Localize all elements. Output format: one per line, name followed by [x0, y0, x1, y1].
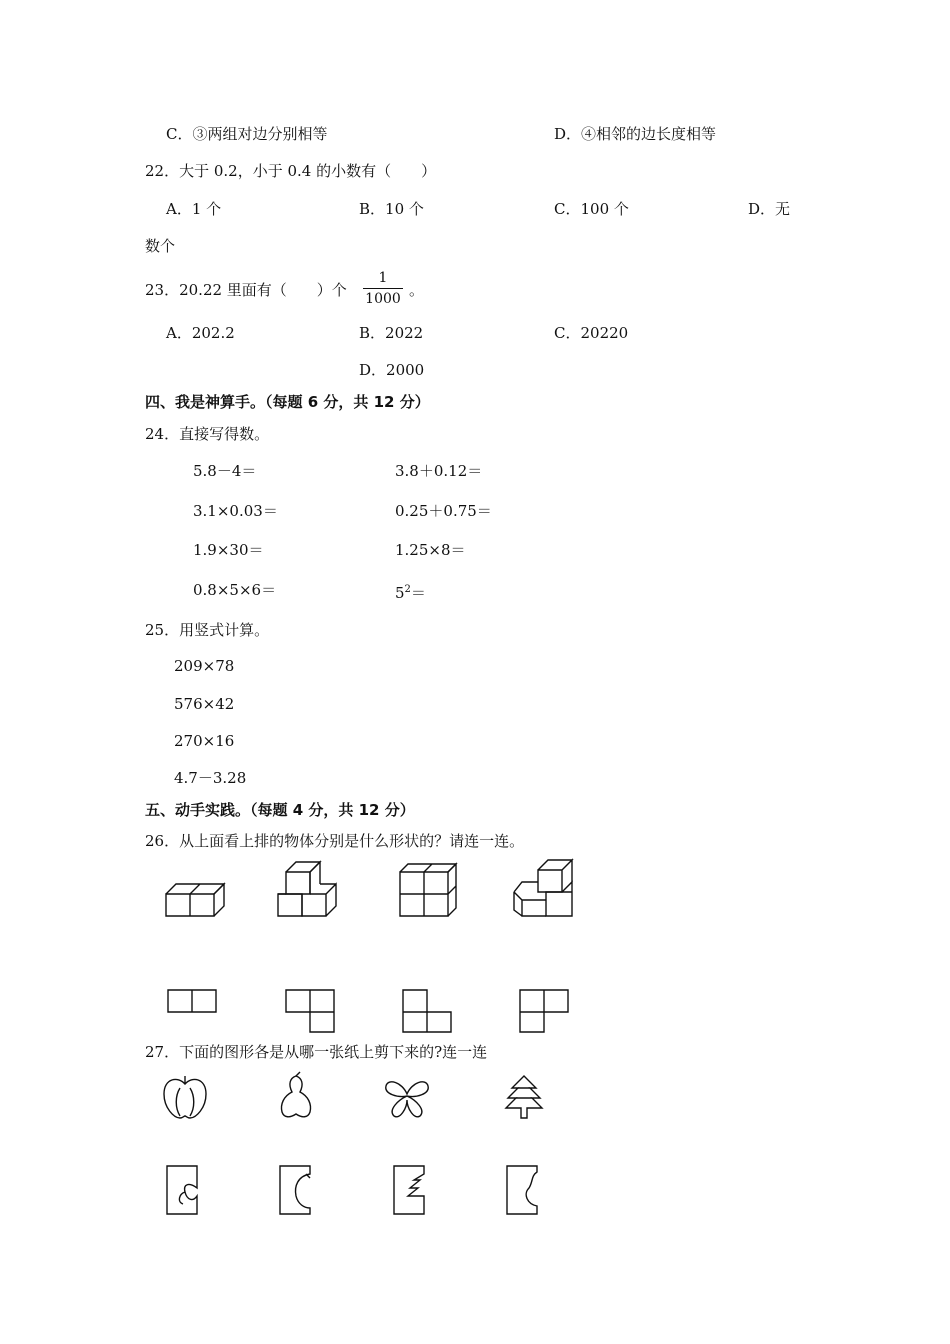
q23-option-a: A．202.2	[166, 324, 235, 342]
q24-item-8-base: 5	[395, 584, 405, 602]
tree-outline	[506, 1076, 542, 1118]
section-5-title: 五、动手实践。（每题 4 分，共 12 分）	[145, 801, 415, 819]
q26-stem: 26．从上面看上排的物体分别是什么形状的？请连一连。	[145, 832, 525, 850]
paper-piece-1-outline	[167, 1166, 197, 1214]
cube-solid-2-front-top	[286, 872, 310, 894]
q24-item-8	[395, 580, 426, 603]
paper-piece-2-outline	[280, 1166, 310, 1214]
q24-item-1: 5.8－4＝	[193, 462, 257, 480]
q24-item-8-exponent: 2	[404, 584, 411, 595]
paper-piece-4	[503, 1162, 543, 1218]
flower-shape	[380, 1074, 434, 1120]
q24-item-8-equals: ＝	[410, 584, 426, 602]
q22-option-d: D．无	[748, 200, 791, 218]
cube-solid-3-fronts	[400, 872, 448, 916]
top-view-1	[166, 988, 220, 1016]
top-view-3	[401, 988, 455, 1034]
cube-solid-4-right-cube	[546, 882, 572, 916]
top-view-1-squares	[168, 990, 216, 1012]
cube-solid-2-right	[302, 862, 336, 916]
q25-item-4: 4.7－3.28	[174, 769, 247, 787]
tree-lines	[516, 1088, 532, 1098]
q24-item-4: 0.25＋0.75＝	[395, 502, 492, 520]
section-4-title: 四、我是神算手。（每题 6 分，共 12 分）	[145, 393, 430, 411]
q24-item-3: 3.1×0.03＝	[193, 502, 278, 520]
q23-stem-end: 。	[409, 281, 425, 299]
cube-solid-1	[160, 880, 230, 920]
q24-stem: 24．直接写得数。	[145, 425, 270, 443]
q22-option-a: A．1 个	[166, 200, 222, 218]
q25-item-2: 576×42	[174, 695, 235, 713]
paper-piece-4-outline	[507, 1166, 537, 1214]
cube-solid-1-side	[214, 884, 224, 916]
cube-solid-3-tops	[400, 864, 456, 872]
q22-stem: 22．大于 0.2，小于 0.4 的小数有（ ）	[145, 162, 437, 180]
cube-solid-1-fronts	[166, 894, 214, 916]
paper-piece-1	[163, 1162, 203, 1218]
tree-shape	[504, 1074, 544, 1120]
top-view-4-squares	[520, 990, 568, 1032]
q23-option-d: D．2000	[359, 361, 425, 379]
q23-fraction-numerator: 1	[363, 268, 403, 289]
q22-option-c: C．100 个	[554, 200, 629, 218]
apple-shape	[160, 1072, 210, 1122]
q25-stem: 25．用竖式计算。	[145, 621, 270, 639]
q24-item-6: 1.25×8＝	[395, 541, 466, 559]
q23-stem: 23．20.22 里面有（ ）个	[145, 281, 347, 299]
top-view-4	[518, 988, 572, 1034]
cube-solid-4	[508, 858, 588, 920]
q24-item-2: 3.8＋0.12＝	[395, 462, 483, 480]
q23-option-b: B．2022	[359, 324, 424, 342]
q22-option-b: B．10 个	[359, 200, 424, 218]
cube-solid-3-side	[448, 864, 456, 916]
q25-item-1: 209×78	[174, 657, 235, 675]
apple-ribs	[176, 1088, 194, 1116]
paper-piece-3-outline	[394, 1166, 424, 1214]
q22-option-d-wrap: 数个	[145, 237, 176, 255]
flower-outline	[386, 1082, 428, 1117]
cube-solid-2-tops	[278, 862, 320, 894]
q25-item-3: 270×16	[174, 732, 235, 750]
cube-solid-2	[272, 860, 352, 920]
q21-option-c: C．③两组对边分别相等	[166, 125, 328, 143]
apple-outline	[164, 1079, 206, 1118]
q24-item-7: 0.8×5×6＝	[193, 581, 277, 599]
paper-piece-1-cut	[179, 1192, 185, 1204]
top-view-2	[284, 988, 338, 1034]
q23-fraction-denominator: 1000	[365, 291, 401, 307]
cube-solid-2-front-bottom	[278, 894, 302, 916]
top-view-2-squares	[286, 990, 334, 1032]
cube-solid-4-left-cube	[514, 882, 546, 916]
q23-fraction	[363, 268, 403, 309]
gourd-outline	[281, 1076, 310, 1117]
q23-option-c: C．20220	[554, 324, 629, 342]
q21-option-d: D．④相邻的边长度相等	[554, 125, 717, 143]
paper-piece-3	[390, 1162, 430, 1218]
q24-item-5: 1.9×30＝	[193, 541, 264, 559]
cube-solid-3	[394, 862, 464, 920]
gourd-shape	[276, 1072, 316, 1122]
top-view-3-squares	[403, 990, 451, 1032]
paper-piece-2	[276, 1162, 316, 1218]
q27-stem: 27．下面的图形各是从哪一张纸上剪下来的?连一连	[145, 1043, 488, 1061]
gourd-stem	[296, 1072, 300, 1076]
